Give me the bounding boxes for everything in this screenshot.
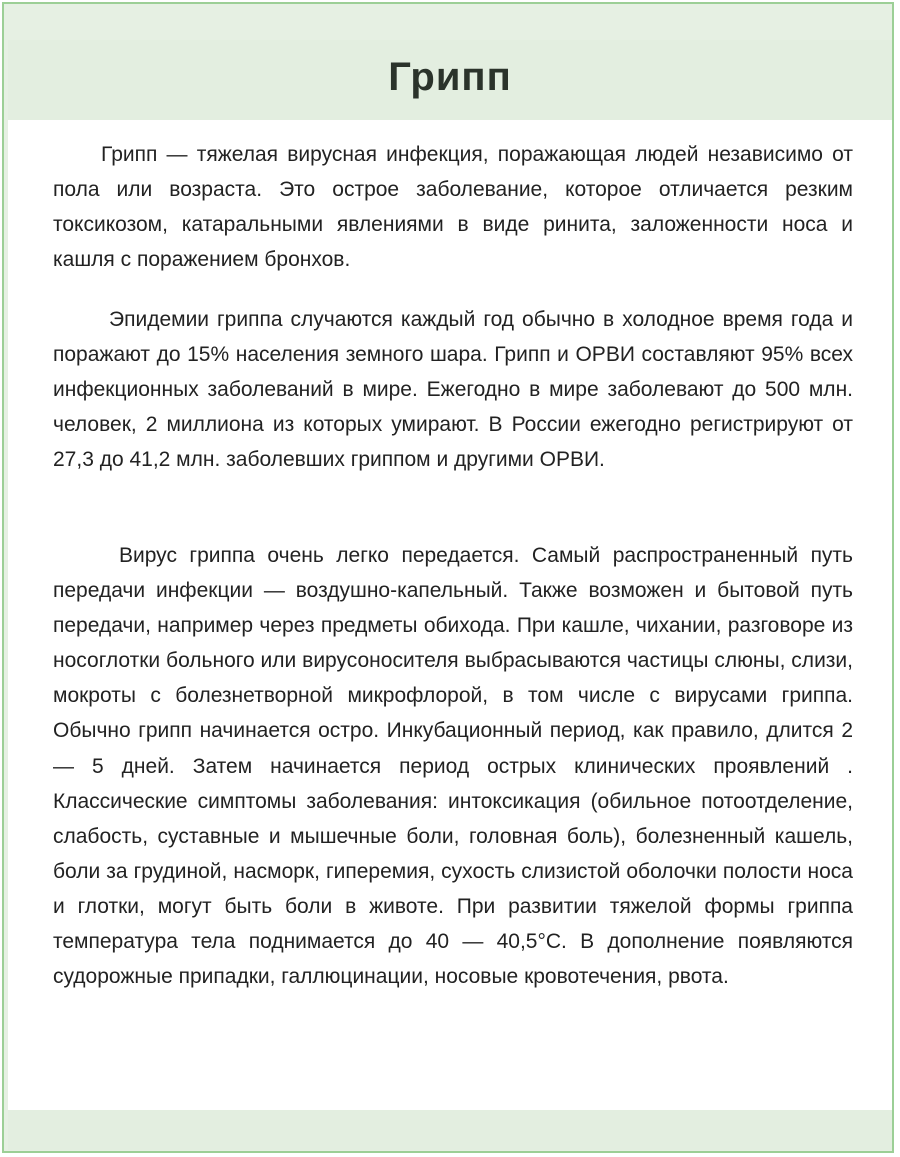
paragraph-transmission: Вирус гриппа очень легко передается. Самый распространенный путь передачи инфекции — воздушно-капельный. Также возможен и бытовой путь передачи, например через предметы обихода. При кашле, чихании, разговоре из носоглотки больного или вирусоносителя выбрасываются частицы слюны, слизи, мокроты с болезнетворной микрофлорой, в том числе с вирусами гриппа. Обычно грипп начинается остро. Инкубационный период, как правило, длится 2 — 5 дней. Затем начинается период острых клинических проявлений . Классические симптомы заболевания: интоксикация (обильное потоотделение, слабость, суставные и мышечные боли, головная боль), болезненный кашель, боли за грудиной, насморк, гиперемия, сухость слизистой оболочки полости носа и глотки, могут быть боли в животе. При развитии тяжелой формы гриппа температура тела поднимается до 40 — 40,5°С. В дополнение появляются судорожные припадки, галлюцинации, носовые кровотечения, рвота. [53, 544, 853, 989]
paragraph-intro: Грипп — тяжелая вирусная инфекция, поражающая людей независимо от пола или возраста. Это острое заболевание, которое отличается резким токсикозом, катаральными явлениями в виде ринита, заложенности носа и кашля с поражением бронхов. [53, 143, 853, 272]
paragraph-epidemics: Эпидемии гриппа случаются каждый год обычно в холодное время года и поражают до 15% населения земного шара. Грипп и ОРВИ составляют 95% всех инфекционных заболеваний в мире. Ежегодно в мире заболевают до 500 млн. человек, 2 миллиона из которых умирают. В России ежегодно регистрируют от 27,3 до 41,2 млн. заболевших гриппом и другими ОРВИ. [53, 308, 853, 472]
page-title: Грипп [388, 55, 512, 99]
bottom-band [8, 1110, 892, 1150]
content-area [8, 120, 892, 1110]
